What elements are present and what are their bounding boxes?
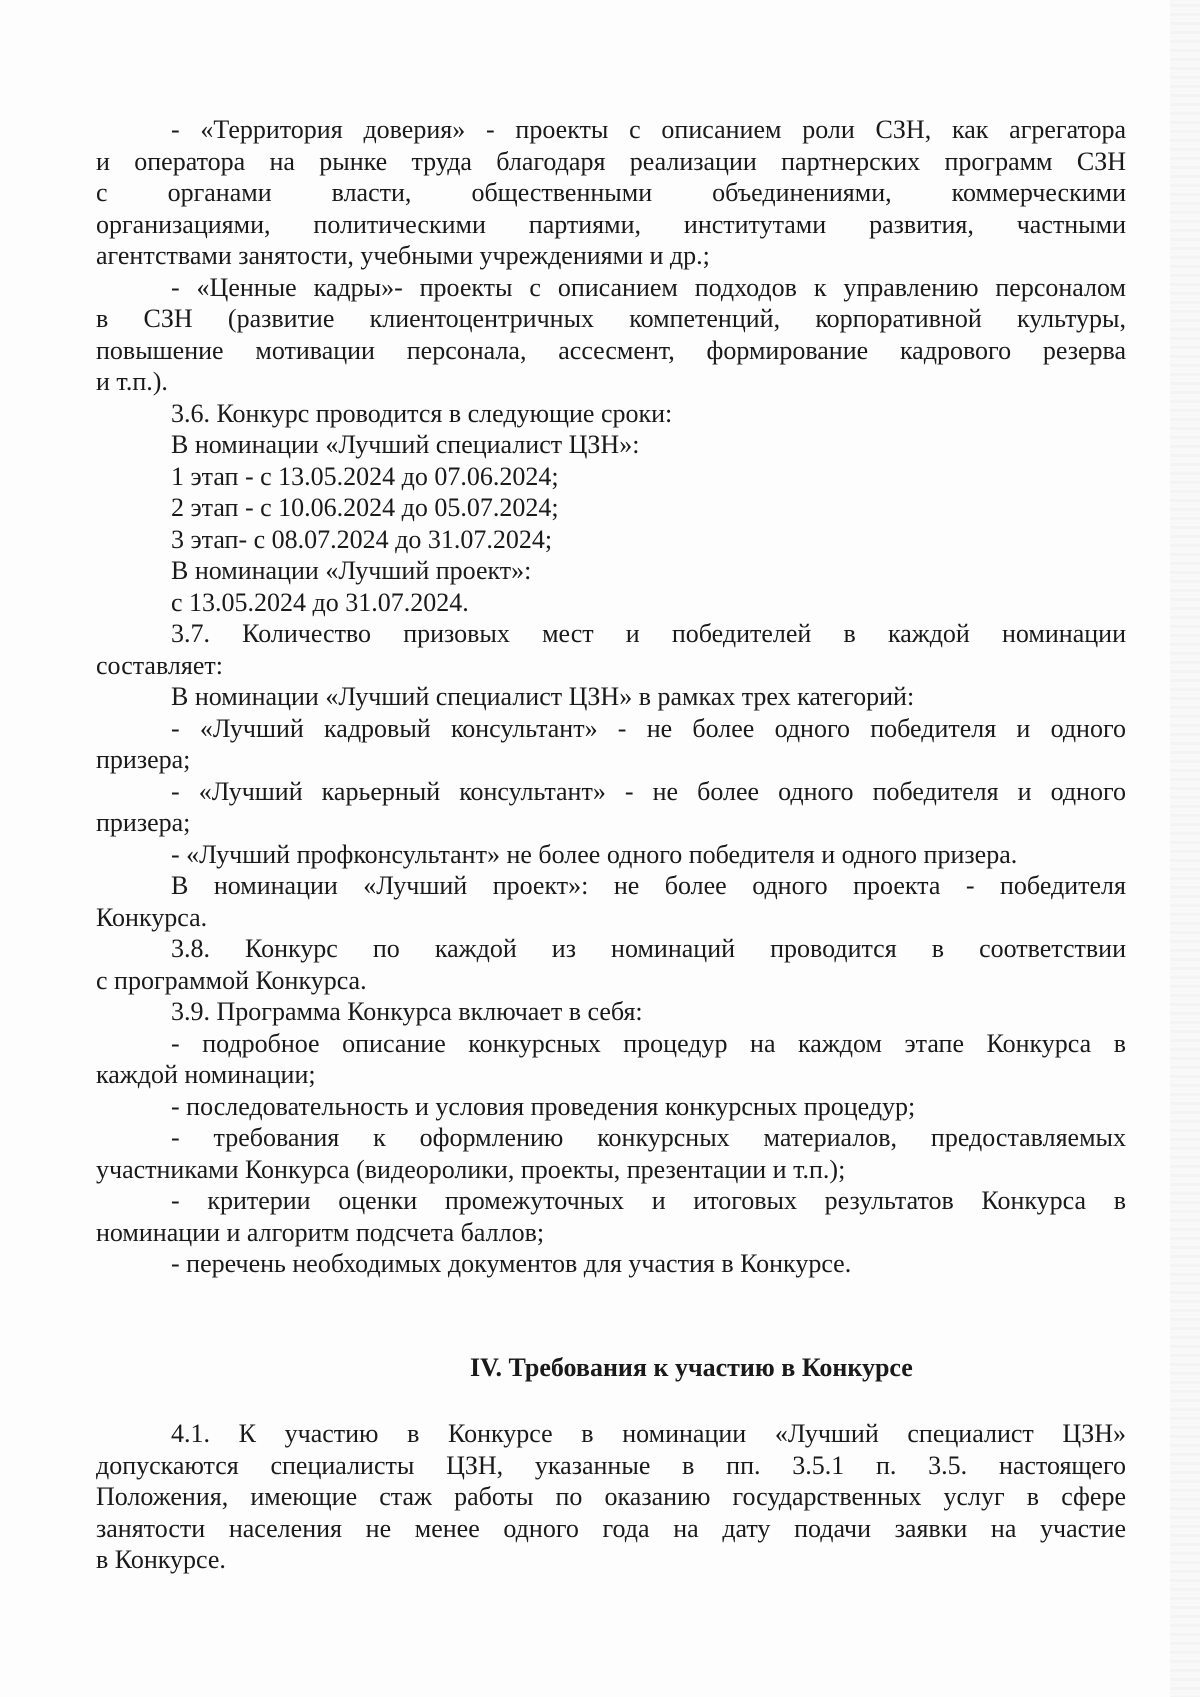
text-line: 3 этап- с 08.07.2024 до 31.07.2024; (171, 524, 553, 554)
text-line: 3.6. Конкурс проводится в следующие сроки: (171, 398, 673, 428)
text-line: - «Территория доверия» - проекты с описанием роли СЗН, как агрегатора (171, 115, 1126, 144)
text-line: и оператора на рынке труда благодаря реализации партнерских программ СЗН (96, 146, 1126, 176)
text-line: с 13.05.2024 до 31.07.2024. (171, 587, 469, 617)
text-line: и т.п.). (96, 367, 168, 396)
text-line: 3.9. Программа Конкурса включает в себя: (171, 997, 643, 1026)
text-line: составляет: (96, 650, 223, 680)
text-line: В номинации «Лучший специалист ЦЗН»: (171, 430, 640, 459)
text-line: - «Лучший карьерный консультант» - не более одного победителя и одного (171, 776, 1126, 806)
text-line: - «Ценные кадры»- проекты с описанием подходов к управлению персоналом (171, 272, 1126, 302)
text-line: организациями, политическими партиями, институтами развития, частными (96, 209, 1126, 239)
text-line: каждой номинации; (96, 1060, 316, 1089)
text-line: 3.7. Количество призовых мест и победителей в каждой номинации (171, 619, 1126, 648)
text-line: призера; (96, 808, 191, 837)
text-line: в Конкурсе. (96, 1545, 226, 1574)
text-line: 1 этап - с 13.05.2024 до 07.06.2024; (171, 461, 559, 491)
text-line: Положения, имеющие стаж работы по оказанию государственных услуг в сфере (96, 1482, 1126, 1511)
text-line: участниками Конкурса (видеоролики, проекты, презентации и т.п.); (96, 1154, 846, 1184)
text-line: - последовательность и условия проведения конкурсных процедур; (171, 1091, 916, 1121)
text-line: - требования к оформлению конкурсных материалов, предоставляемых (171, 1123, 1126, 1152)
scan-edge-shadow (1170, 0, 1200, 1697)
text-line: - перечень необходимых документов для участия в Конкурсе. (171, 1249, 852, 1278)
text-line: в СЗН (развитие клиентоцентричных компетенций, корпоративной культуры, (96, 304, 1126, 333)
text-line: - подробное описание конкурсных процедур на каждом этапе Конкурса в (171, 1028, 1126, 1058)
text-line: номинации и алгоритм подсчета баллов; (96, 1217, 545, 1247)
text-line: - «Лучший профконсультант» не более одного победителя и одного призера. (171, 839, 1018, 869)
text-line: 4.1. К участию в Конкурсе в номинации «Лучший специалист ЦЗН» (171, 1419, 1126, 1448)
text-line: занятости населения не менее одного года на дату подачи заявки на участие (96, 1513, 1126, 1543)
text-line: призера; (96, 745, 191, 774)
body-text-section-3 (96, 114, 1126, 1280)
text-line: 2 этап - с 10.06.2024 до 05.07.2024; (171, 493, 559, 522)
body-text-section-4 (96, 1418, 1126, 1576)
text-line: - критерии оценки промежуточных и итоговых результатов Конкурса в (171, 1186, 1126, 1215)
text-line: - «Лучший кадровый консультант» - не более одного победителя и одного (171, 713, 1126, 743)
text-line: повышение мотивации персонала, ассесмент, формирование кадрового резерва (96, 335, 1126, 365)
text-line: 3.8. Конкурс по каждой из номинаций проводится в соответствии (171, 934, 1126, 963)
text-line: В номинации «Лучший проект»: не более одного проекта - победителя (171, 871, 1126, 900)
section-heading: IV. Требования к участию в Конкурсе (470, 1353, 913, 1382)
text-line: Конкурса. (96, 902, 208, 932)
text-line: В номинации «Лучший проект»: (171, 556, 532, 585)
text-line: с программой Конкурса. (96, 965, 367, 995)
text-line: В номинации «Лучший специалист ЦЗН» в рамках трех категорий: (171, 682, 915, 711)
text-line: с органами власти, общественными объединениями, коммерческими (96, 178, 1126, 207)
text-line: агентствами занятости, учебными учреждениями и др.; (96, 241, 710, 270)
text-line: допускаются специалисты ЦЗН, указанные в пп. 3.5.1 п. 3.5. настоящего (96, 1450, 1126, 1480)
